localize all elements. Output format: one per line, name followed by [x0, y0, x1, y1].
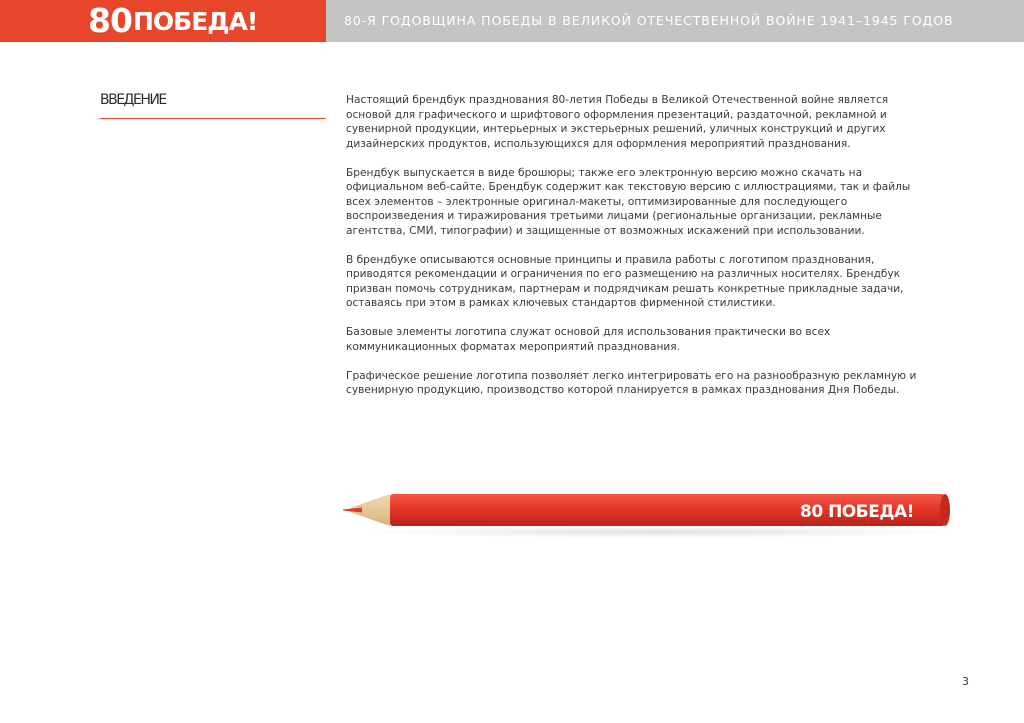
pencil-illustration [340, 488, 955, 540]
paragraph: Базовые элементы логотипа служат основой для использования практически во всех коммуникационных форматах мероприятий празднования. [346, 326, 831, 353]
section-title: ВВЕДЕНИЕ [100, 92, 166, 108]
logo-block [0, 0, 326, 42]
logo-number: 80 [88, 1, 132, 40]
paragraph: Графическое решение логотипа позволяет легко интегрировать его на разнообразную рекламную и сувенирную продукцию, производство которой планируется в рамках празднования Дня Победы. [346, 369, 917, 396]
section-divider [100, 118, 326, 119]
page-number: 3 [962, 675, 969, 688]
logo-word: ПОБЕДА! [133, 7, 258, 36]
pencil-shadow [360, 526, 955, 538]
paragraph: В брендбуке описываются основные принципы и правила работы с логотипом празднования, приводятся рекомендации и ограничения по его размещению на различных носителях. Брендбук призван помочь сотрудникам, партнерам и подрядчикам решать конкретные прикладные задачи, оставаясь при этом в рамках ключевых стандартов фирменной стилистики. [346, 253, 904, 309]
body-text [346, 93, 936, 412]
pencil-end [940, 494, 950, 526]
paragraph: Настоящий брендбук празднования 80-летия Победы в Великой Отечественной войне является основой для графического и шрифтового оформления презентаций, раздаточной, рекламной и сувенирной продукции, интерьерных и экстерьерных решений, уличных конструкций и других дизайнерских продуктов, использующихся для оформления мероприятий празднования. [346, 94, 889, 150]
header-bar [326, 0, 1024, 42]
pencil-label: 80 ПОБЕДА! [800, 502, 914, 522]
header-title: 80-Я ГОДОВЩИНА ПОБЕДЫ В ВЕЛИКОЙ ОТЕЧЕСТВЕННОЙ ВОЙНЕ 1941–1945 ГОДОВ [344, 13, 954, 28]
paragraph: Брендбук выпускается в виде брошюры; также его электронную версию можно скачать на официальном веб-сайте. Брендбук содержит как текстовую версию с иллюстрациями, так и файлы всех элементов – электронные оригинал-макеты, оптимизированные для последующего воспроизведения и тиражирования третьими лицами (региональные организации, рекламные агентства, СМИ, типографии) и защищенные от возможных искажений при использовании. [346, 166, 911, 237]
